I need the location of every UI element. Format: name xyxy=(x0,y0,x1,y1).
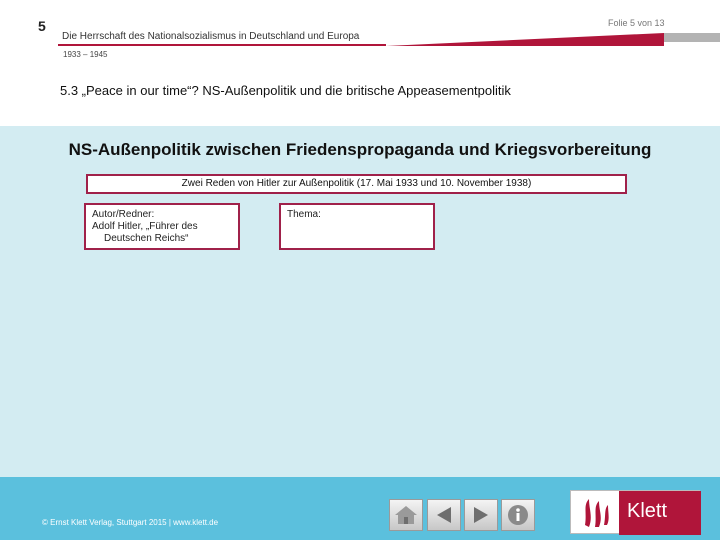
period-label: 1933 – 1945 xyxy=(63,50,108,59)
topic-label: Thema: xyxy=(287,209,321,220)
speeches-box: Zwei Reden von Hitler zur Außenpolitik (17. Mai 1933 und 10. November 1938) xyxy=(86,174,627,194)
author-label: Autor/Redner: xyxy=(92,209,155,220)
header-grey-strip xyxy=(664,33,720,42)
forward-button[interactable] xyxy=(464,499,498,531)
author-card xyxy=(84,203,240,250)
copyright-text: © Ernst Klett Verlag, Stuttgart 2015 | www.klett.de xyxy=(42,518,219,527)
section-subtitle: 5.3 „Peace in our time“? NS-Außenpolitik und die britische Appeasementpolitik xyxy=(60,83,511,98)
author-line-1: Adolf Hitler, „Führer des xyxy=(92,221,198,232)
klett-emblem-icon xyxy=(577,495,613,531)
chapter-number: 5 xyxy=(38,18,46,34)
home-button[interactable] xyxy=(389,499,423,531)
main-title: NS-Außenpolitik zwischen Friedenspropaganda und Kriegsvorbereitung xyxy=(68,140,652,159)
back-icon xyxy=(434,505,454,525)
home-icon xyxy=(394,504,418,526)
slide-counter: Folie 5 von 13 xyxy=(608,18,665,28)
author-line-2: Deutschen Reichs“ xyxy=(104,233,189,244)
klett-logo xyxy=(570,490,700,534)
forward-icon xyxy=(471,505,491,525)
back-button[interactable] xyxy=(427,499,461,531)
topic-card xyxy=(279,203,435,250)
title-bar-wedge xyxy=(386,33,664,46)
content-area xyxy=(0,126,720,477)
klett-logo-box xyxy=(619,491,701,535)
title-bar xyxy=(58,28,386,46)
info-button[interactable] xyxy=(501,499,535,531)
klett-logo-text: Klett xyxy=(627,500,668,522)
slide-header xyxy=(0,0,720,126)
slide-footer xyxy=(0,477,720,540)
info-icon xyxy=(507,504,529,526)
chapter-title: Die Herrschaft des Nationalsozialismus in Deutschland und Europa xyxy=(62,31,360,42)
